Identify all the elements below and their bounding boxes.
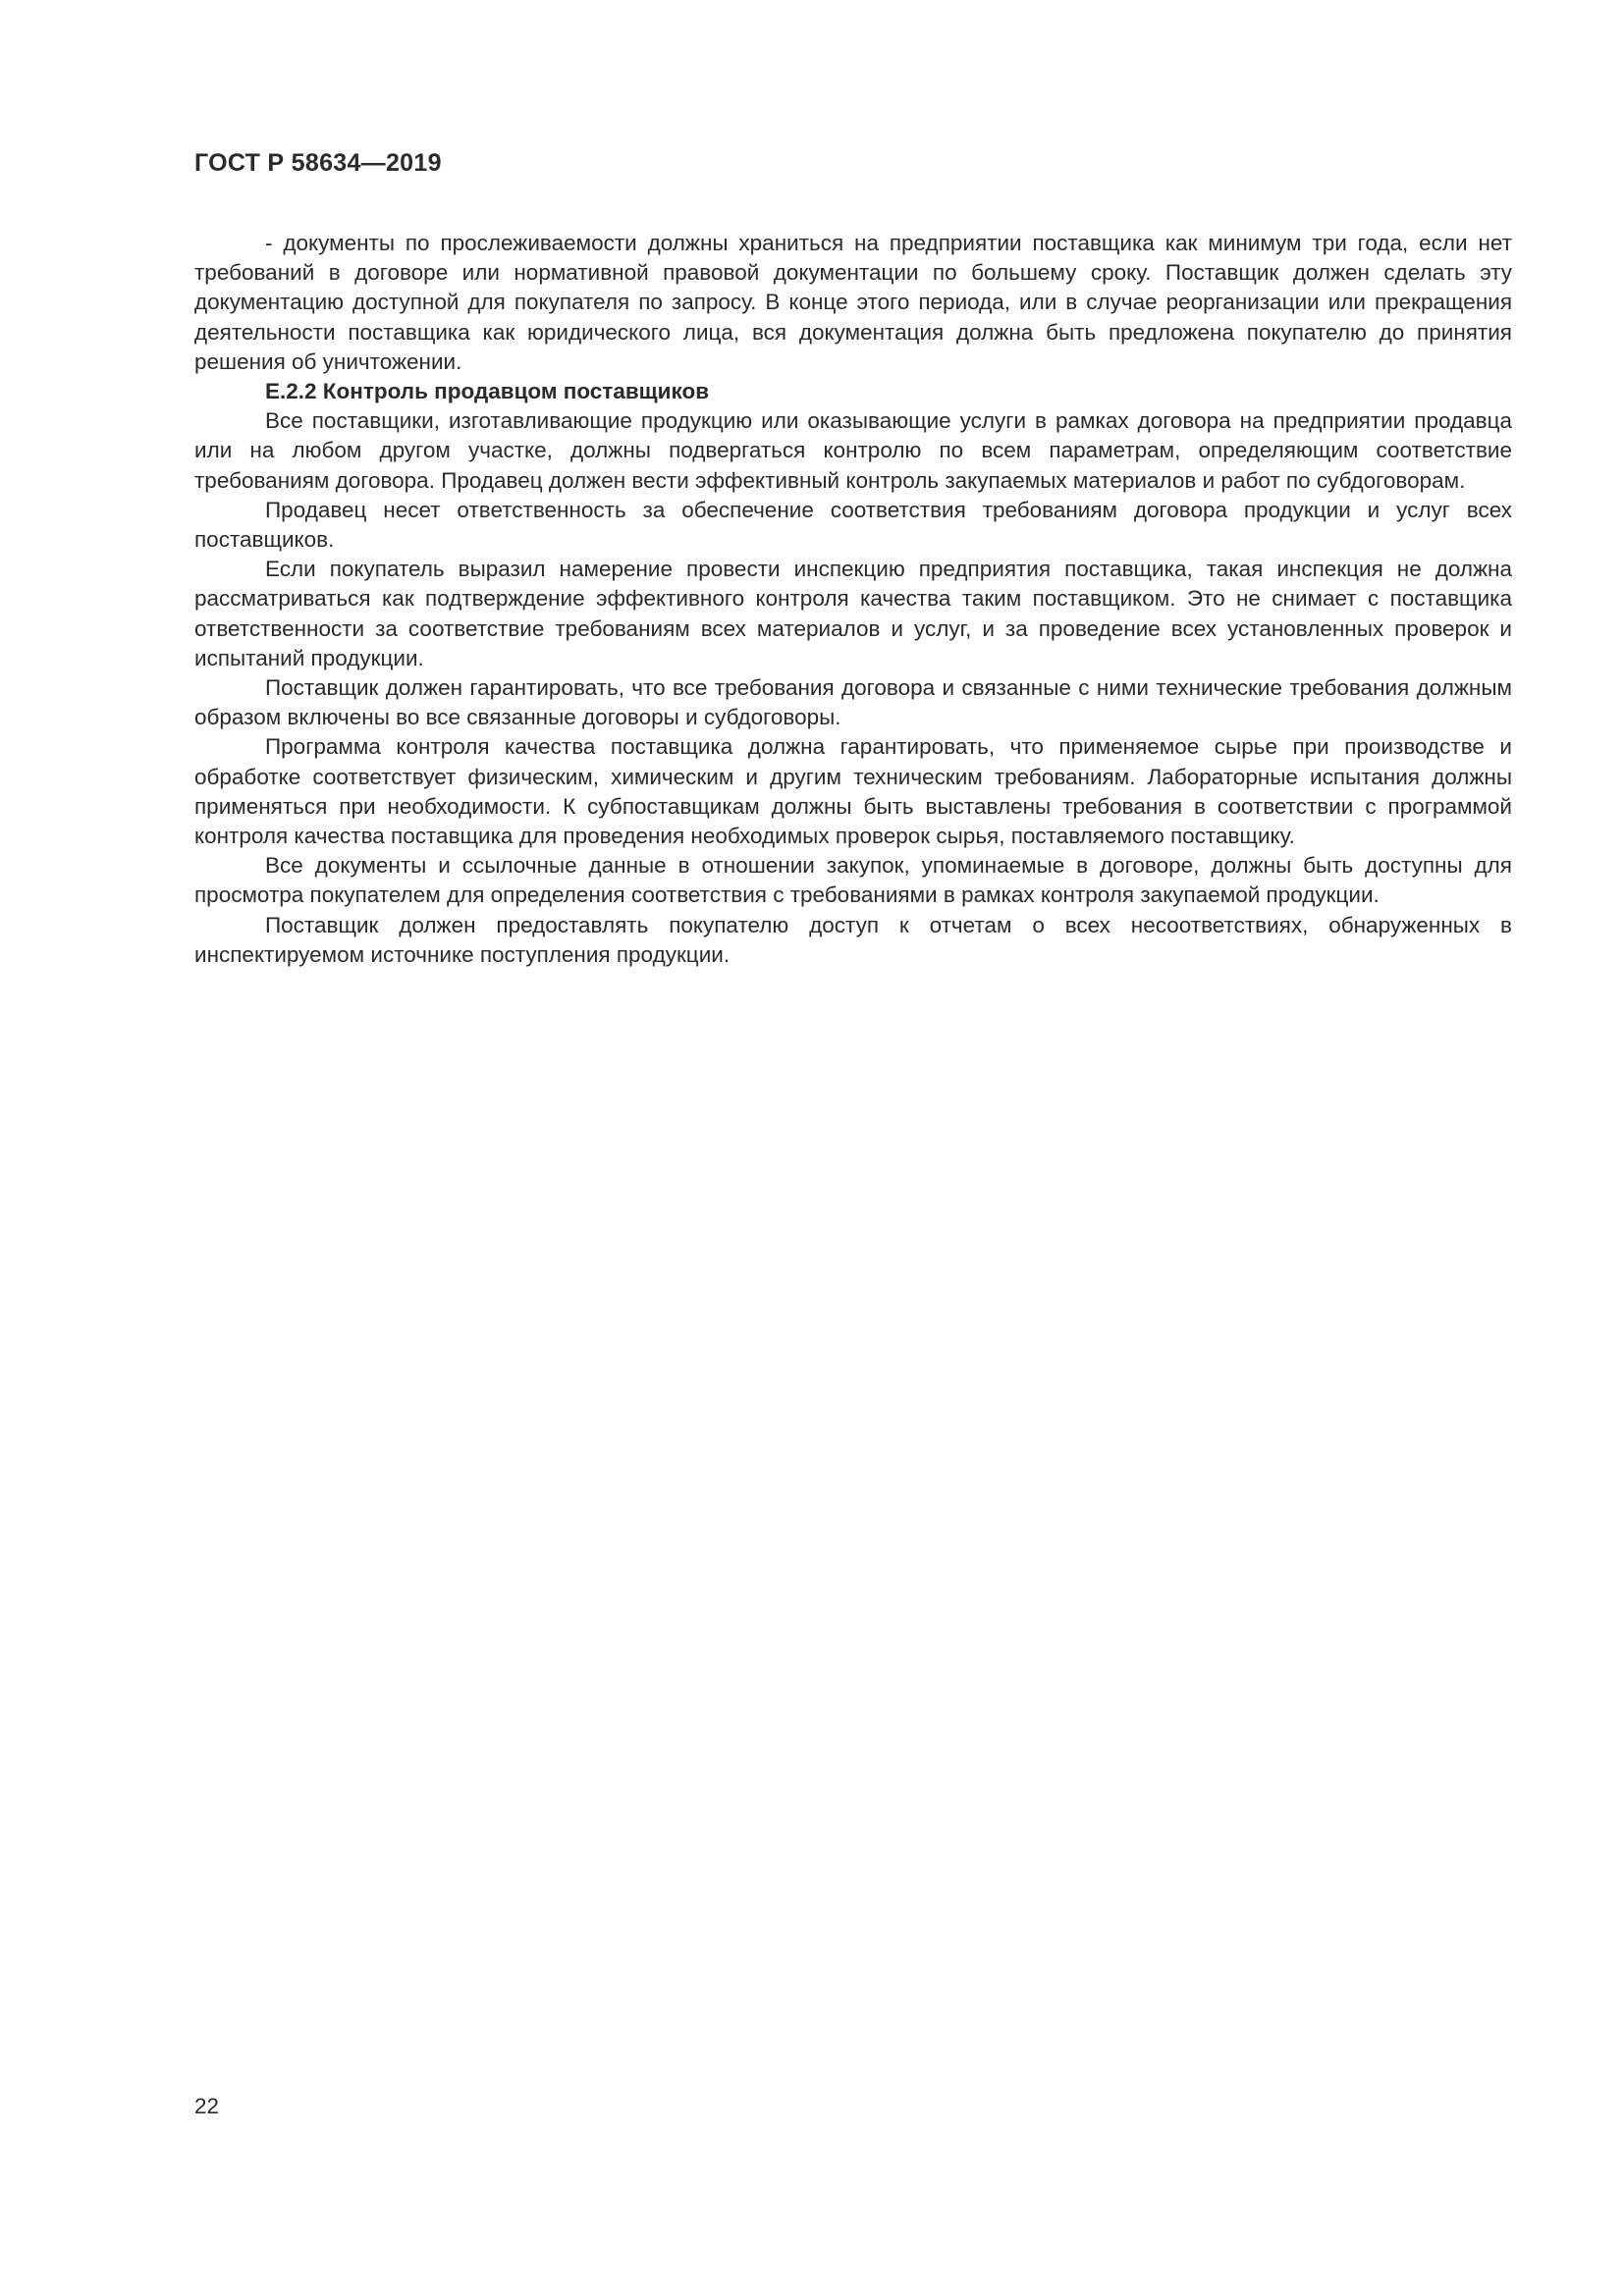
paragraph-supplier-control: Все поставщики, изготавливающие продукцию или оказывающие услуги в рамках договора на предприятии продавца или на любом другом участке, должны подвергаться контролю по всем параметрам, определяющим соответствие требованиям договора. Продавец должен вести эффективный контроль закупаемых материалов и работ по субдоговорам. <box>194 408 1512 493</box>
document-standard-number: ГОСТ Р 58634—2019 <box>194 149 442 177</box>
paragraph-purchase-documents: Все документы и ссылочные данные в отношении закупок, упоминаемые в договоре, должны быть доступны для просмотра покупателем для определения соответствия с требованиями в рамках контроля закупаемой продукции. <box>194 853 1512 908</box>
document-body <box>194 229 1512 970</box>
paragraph-seller-responsibility: Продавец несет ответственность за обеспечение соответствия требованиям договора продукции и услуг всех поставщиков. <box>194 497 1512 553</box>
section-heading-e-2-2: Е.2.2 Контроль продавцом поставщиков <box>265 379 710 404</box>
paragraph-buyer-inspection: Если покупатель выразил намерение провести инспекцию предприятия поставщика, такая инспекция не должна рассматриваться как подтверждение эффективного контроля качества таким поставщиком. Это не снимает с поставщика ответственности за соответствие требованиям всех материалов и услуг, и за проведение всех установленных проверок и испытаний продукции. <box>194 557 1512 670</box>
paragraph-quality-program: Программа контроля качества поставщика должна гарантировать, что применяемое сырье при производстве и обработке соответствует физическим, химическим и другим техническим требованиям. Лабораторные испытания должны применяться при необходимости. К субпоставщикам должны быть выставлены требования в соответствии с программой контроля качества поставщика для проведения необходимых проверок сырья, поставляемого поставщику. <box>194 734 1512 849</box>
page-number: 22 <box>194 2094 220 2118</box>
paragraph-nonconformity-reports: Поставщик должен предоставлять покупателю доступ к отчетам о всех несоответствиях, обнаруженных в инспектируемом источнике поступления продукции. <box>194 912 1512 967</box>
paragraph-traceability-documents: - документы по прослеживаемости должны храниться на предприятии поставщика как минимум три года, если нет требований в договоре или нормативной правовой документации по большему сроку. Поставщик должен сделать эту документацию доступной для покупателя по запросу. В конце этого периода, или в случае реорганизации или прекращения деятельности поставщика как юридического лица, вся документация должна быть предложена покупателю до принятия решения об уничтожении. <box>194 231 1512 374</box>
paragraph-contract-requirements: Поставщик должен гарантировать, что все требования договора и связанные с ними технические требования должным образом включены во все связанные договоры и субдоговоры. <box>194 675 1512 730</box>
